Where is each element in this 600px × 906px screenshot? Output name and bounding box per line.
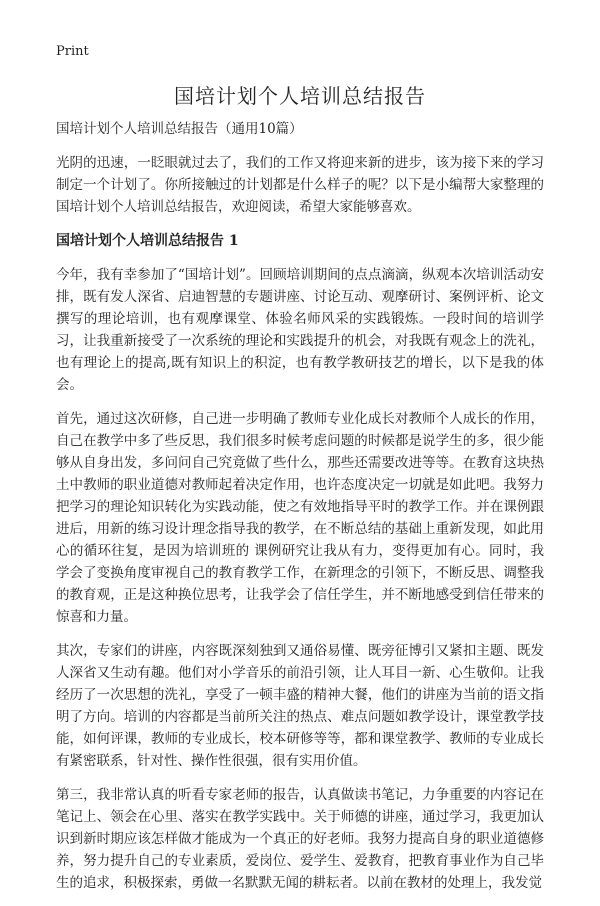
body-paragraph: 其次，专家们的讲座，内容既深刻独到又通俗易懂、既旁征博引又紧扣主题、既发人深省又生动有趣。他们对小学音乐的前沿引领，让人耳目一新、心生敬仰。让我经历了一次思想的洗礼，享受了一顿丰盛的精神大餐，他们的讲座为当前的语文指明了方向。培训的内容都是当前所关注的热点、难点问题如教学设计，课堂教学技能，如何评课，教师的专业成长，校本研修等等，都和课堂教学、教师的专业成长有紧密联系，针对性、操作性很强，很有实用价值。	[56, 643, 544, 769]
document-subtitle: 国培计划个人培训总结报告（通用10篇）	[56, 121, 303, 137]
intro-paragraph: 光阴的迅速，一眨眼就过去了，我们的工作又将迎来新的进步，该为接下来的学习制定一个计划了。你所接触过的计划都是什么样子的呢？以下是小编帮大家整理的国培计划个人培训总结报告，欢迎阅读，希望大家能够喜欢。	[56, 155, 544, 215]
body-paragraph: 首先，通过这次研修，自己进一步明确了教师专业化成长对教师个人成长的作用，自己在教学中多了些反思，我们很多时候考虑问题的时候都是说学生的多，很少能够从自身出发，多问问自己究竟做了些什么，那些还需要改进等等。在教育这块热土中教师的职业道德对教师起着决定作用，也许态度决定一切就是如此吧。我努力把学习的理论知识转化为实践动能，使之有效地指导平时的教学工作。并在课例跟进后，用新的练习设计理念指导我的教学，在不断总结的基础上重新发现，如此用心的循环往复，是因为培训班的 课例研究让我从有力，变得更加有心。同时，我学会了变换角度审视自己的教育教学工作，在新理念的引领下，不断反思、调整我的教育观，正是这种换位思考，让我学会了信任学生，并不断地感受到信任带来的惊喜和力量。	[56, 411, 544, 625]
page-title: 国培计划个人培训总结报告	[174, 84, 426, 108]
document-body	[56, 118, 544, 906]
section-heading: 国培计划个人培训总结报告 1	[56, 233, 239, 249]
body-paragraph: 今年，我有幸参加了“国培计划”。回顾培训期间的点点滴滴，纵观本次培训活动安排，既有发人深省、启迪智慧的专题讲座、讨论互动、观摩研讨、案例评析、论文撰写的理论培训，也有观摩课堂、体验名师风采的实践锻炼。一段时间的培训学习，让我重新接受了一次系统的理论和实践提升的机会，对我既有观念上的洗礼，也有理论上的提高,既有知识上的积淀，也有教学教研技艺的增长，以下是我的体会。	[56, 267, 544, 393]
print-link[interactable]: Print	[56, 44, 89, 59]
body-paragraph: 第三，我非常认真的听看专家老师的报告，认真做读书笔记，力争重要的内容记在笔记上、领会在心里、落实在教学实践中。关于师德的讲座，通过学习，我更加认识到新时期应该怎样做才能成为一个真正的好老师。我努力提高自身的职业道德修养，努力提升自己的专业素质，爱岗位、爱学生、爱教育，把教育事业作为自己毕生的追求，积极探索，勇做一名默默无闻的耕耘者。以前在教材的处理上，我发觉	[56, 787, 544, 891]
